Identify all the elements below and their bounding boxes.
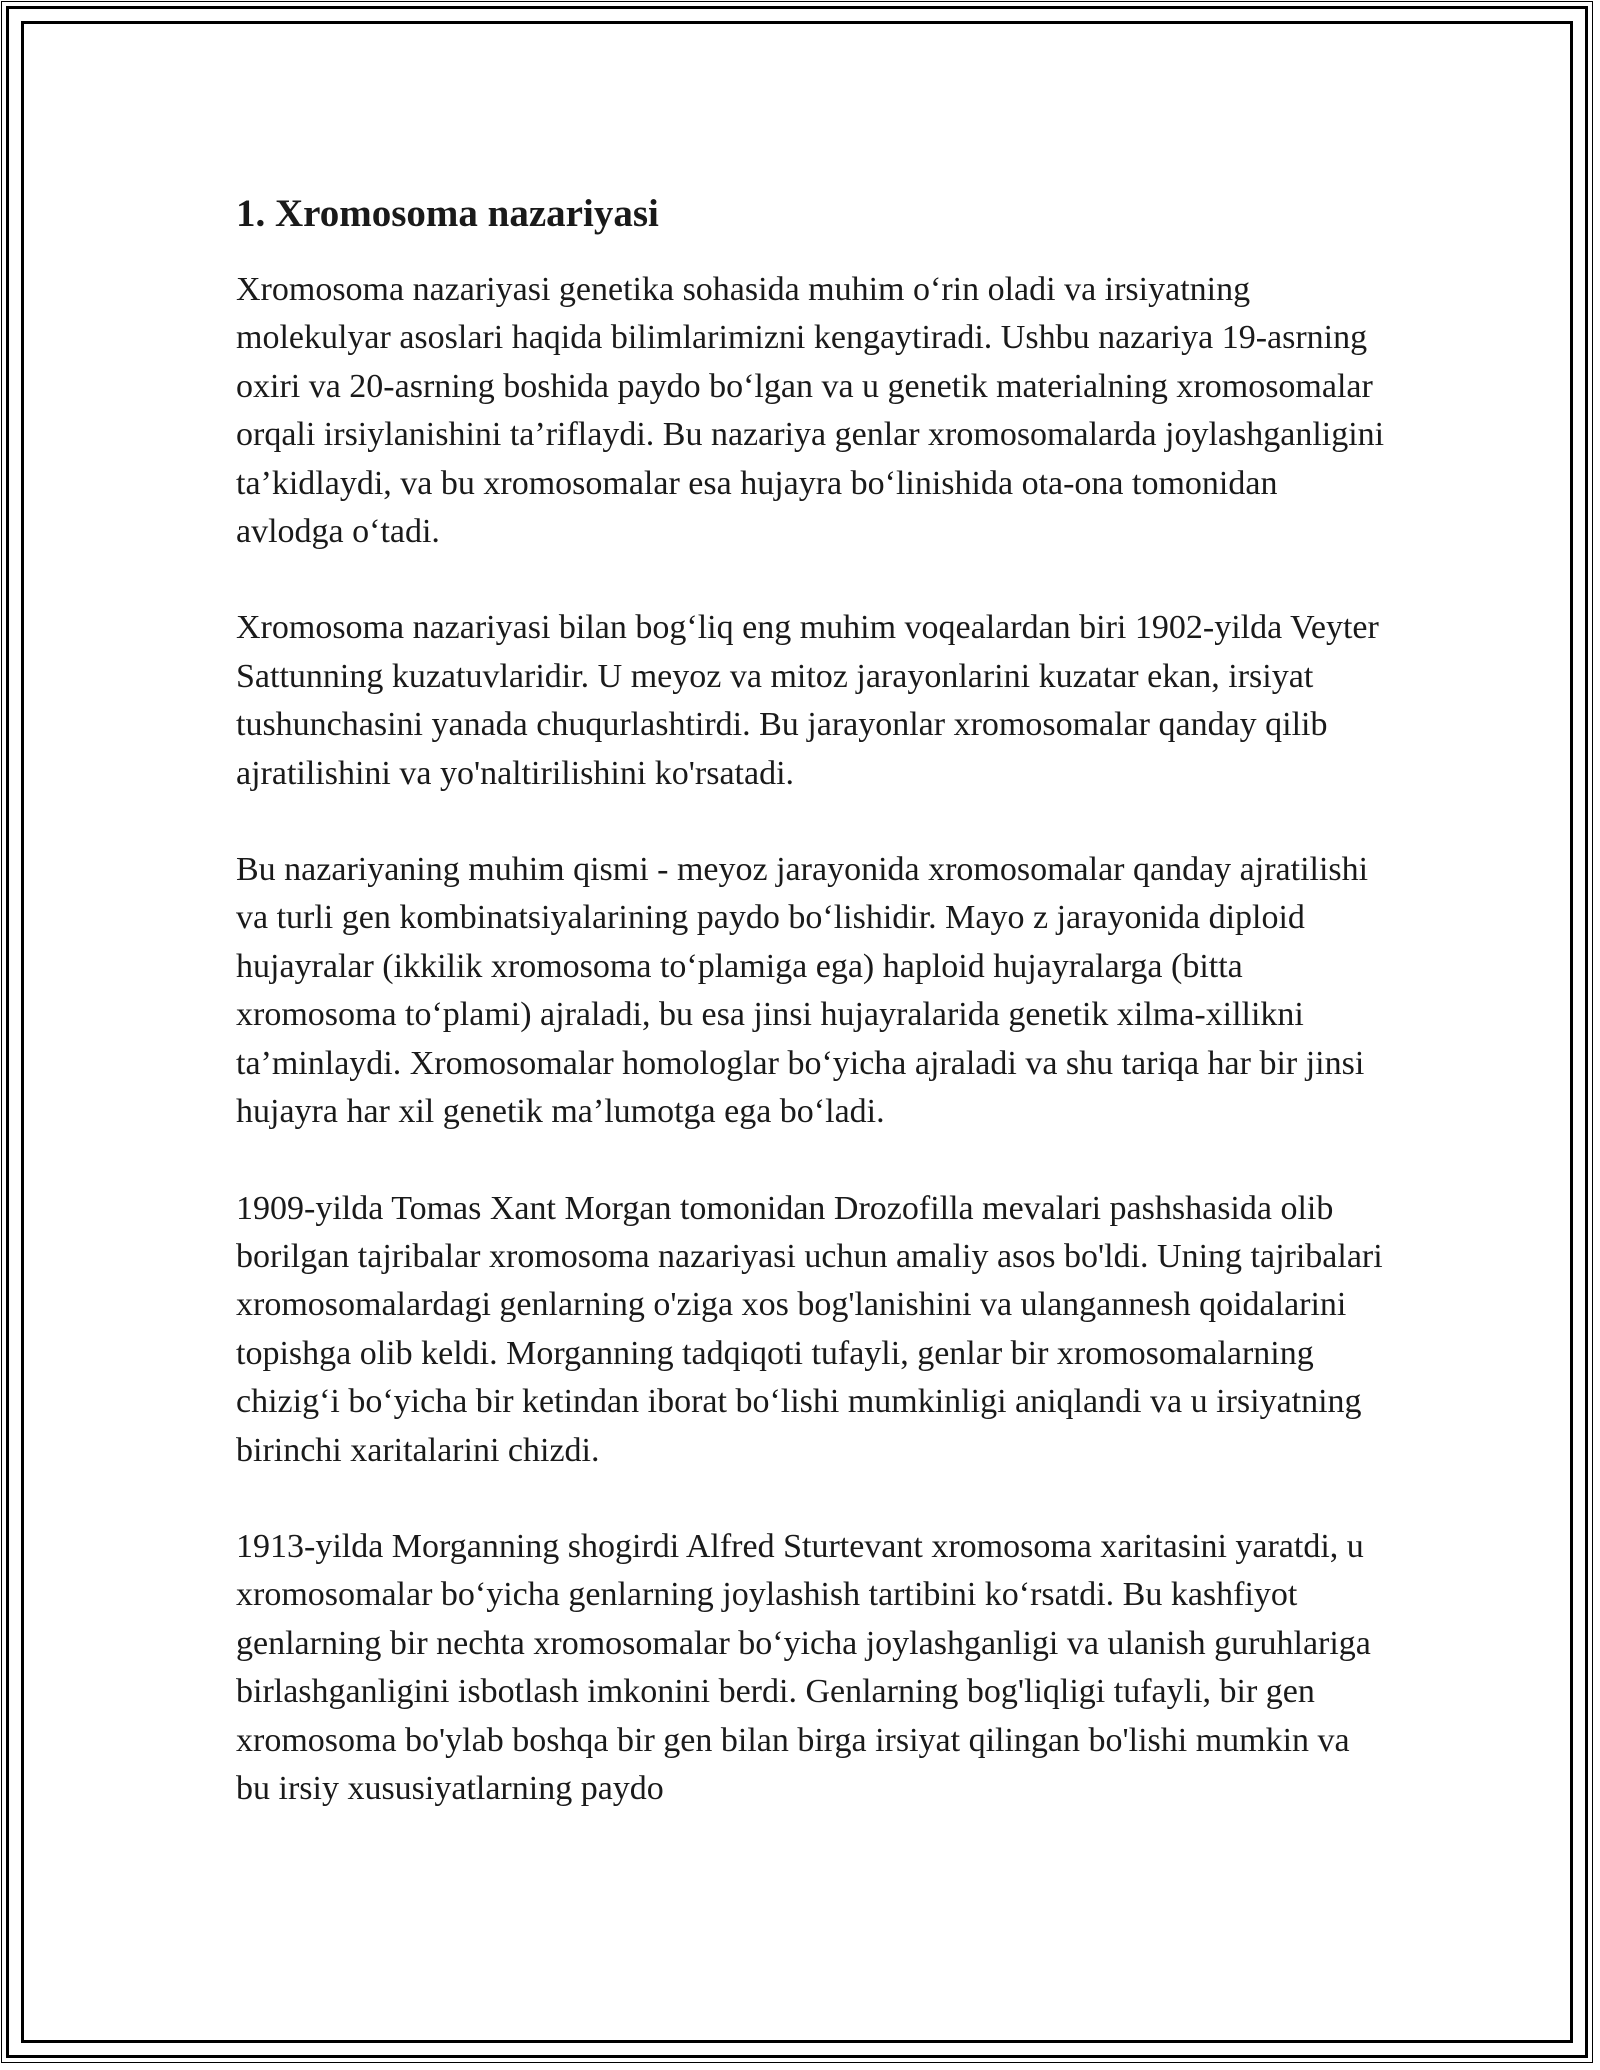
paragraph-2: Xromosoma nazariyasi bilan bog‘liq eng muhim voqealardan biri 1902-yilda Veyter Sattunning kuzatuvlaridir. U meyoz va mitoz jarayonlarini kuzatar ekan, irsiyat tushunchasini yanada chuqurlashtirdi. Bu jarayonlar xromosomalar qanday qilib ajratilishini va yo'naltirilishini ko'rsatadi. [236,609,1379,792]
paragraph-4: 1909-yilda Tomas Xant Morgan tomonidan Drozofilla mevalari pashshasida olib borilgan tajribalar xromosoma nazariyasi uchun amaliy asos bo'ldi. Uning tajribalari xromosomalardagi genlarning o'ziga xos bog'lanishini va ulangannesh qoidalarini topishga olib keldi. Morganning tadqiqoti tufayli, genlar bir xromosomalarning chizig‘i bo‘yicha bir ketindan iborat bo‘lishi mumkinligi aniqlandi va u irsiyatning birinchi xaritalarini chizdi. [236,1189,1383,1469]
document-title: 1. Xromosoma nazariyasi [236,192,659,235]
paragraph-5: 1913-yilda Morganning shogirdi Alfred Sturtevant xromosoma xaritasini yaratdi, u xromosomalar bo‘yicha genlarning joylashish tartibini ko‘rsatdi. Bu kashfiyot genlarning bir nechta xromosomalar bo‘yicha joylashganligi va ulanish guruhlariga birlashganligini isbotlash imkonini berdi. Genlarning bog'liqligi tufayli, bir gen xromosoma bo'ylab boshqa bir gen bilan birga irsiyat qilingan bo'lishi mumkin va bu irsiy xususiyatlarning paydo [236,1527,1371,1807]
document-body [236,186,1386,1861]
paragraph-3: Bu nazariyaning muhim qismi - meyoz jarayonida xromosomalar qanday ajratilishi va turli gen kombinatsiyalarining paydo bo‘lishidir. Mayo z jarayonida diploid hujayralar (ikkilik xromosoma to‘plamiga ega) haploid hujayralarga (bitta xromosoma to‘plami) ajraladi, bu esa jinsi hujayralarida genetik xilma-xillikni ta’minlaydi. Xromosomalar homologlar bo‘yicha ajraladi va shu tariqa har bir jinsi hujayra har xil genetik ma’lumotga ega bo‘ladi. [236,851,1369,1131]
paragraph-1: Xromosoma nazariyasi genetika sohasida muhim o‘rin oladi va irsiyatning molekulyar asoslari haqida bilimlarimizni kengaytiradi. Ushbu nazariya 19-asrning oxiri va 20-asrning boshida paydo bo‘lgan va u genetik materialning xromosomalar orqali irsiylanishini ta’riflaydi. Bu nazariya genlar xromosomalarda joylashganligini ta’kidlaydi, va bu xromosomalar esa hujayra bo‘linishida ota-ona tomonidan avlodga o‘tadi. [236,271,1385,551]
